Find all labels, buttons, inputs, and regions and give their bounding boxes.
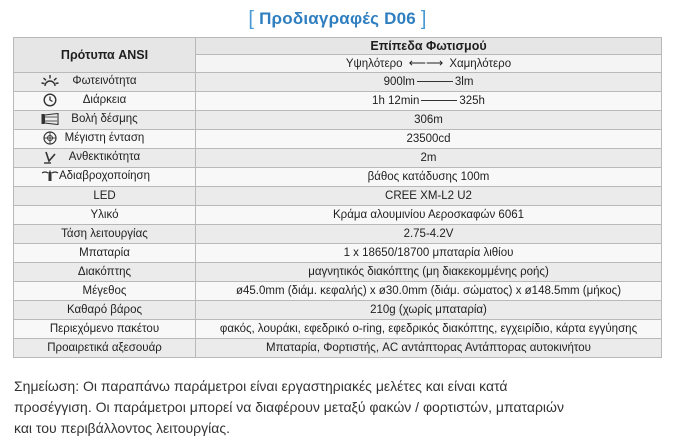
spec-table [13, 37, 662, 358]
spec-label-text: LED [93, 190, 116, 202]
spec-label-text: Μέγεθος [82, 285, 127, 297]
header-levels [196, 38, 662, 73]
spec-label [18, 304, 191, 316]
spec-label-text: Ανθεκτικότητα [68, 150, 141, 163]
spec-value-cell [196, 244, 662, 263]
table-row [14, 92, 662, 111]
title-bracket-close: ] [420, 8, 427, 30]
table-row [14, 263, 662, 282]
spec-label-cell [14, 263, 196, 282]
spec-value: μαγνητικός διακόπτης (μη διακεκομμένης ροής) [308, 266, 549, 278]
spec-value: 2m [420, 152, 437, 164]
table-row [14, 187, 662, 206]
spec-value: 23500cd [406, 133, 451, 145]
table-header-row [14, 38, 662, 73]
spec-value-cell [196, 73, 662, 92]
spec-label-cell [14, 282, 196, 301]
table-row [14, 282, 662, 301]
spec-label-cell [14, 320, 196, 339]
spec-label [18, 190, 191, 202]
table-row [14, 149, 662, 168]
spec-label-text: Φωτεινότητα [72, 74, 137, 87]
spec-label-cell [14, 149, 196, 168]
spec-label [18, 93, 191, 107]
spec-value-cell [196, 187, 662, 206]
spec-value: βάθος κατάδυσης 100m [367, 171, 490, 183]
table-row [14, 206, 662, 225]
spec-value-cell [196, 149, 662, 168]
double-arrow-icon: ⟵⟶ [408, 56, 444, 70]
spec-value-cell [196, 225, 662, 244]
spec-value-low: 325h [459, 95, 485, 107]
spec-label-cell [14, 92, 196, 111]
range-line [417, 81, 453, 82]
note-line-2: προσέγγιση. Οι παράμετροι μπορεί να διαφέρουν μεταξύ φακών / φορτιστών, μπαταριών [14, 399, 564, 415]
spec-label [18, 228, 191, 240]
table-row [14, 339, 662, 358]
spec-label-text: Διακόπτης [77, 266, 132, 278]
header-low: Χαμηλότερο [449, 58, 512, 70]
range-line [421, 100, 457, 101]
spec-value: φακός, λουράκι, εφεδρικό o-ring, εφεδρικός διακόπτης, εγχειρίδιο, κάρτα εγγύησης [219, 323, 638, 335]
spec-label-text: Βολή δέσμης [71, 112, 138, 125]
table-row [14, 168, 662, 187]
spec-label-text: Αδιαβροχοποίηση [58, 169, 151, 182]
header-levels-scale [196, 54, 661, 72]
spec-label-cell [14, 244, 196, 263]
spec-label-cell [14, 225, 196, 244]
spec-value-cell [196, 111, 662, 130]
spec-label-cell [14, 301, 196, 320]
spec-label [18, 74, 191, 88]
spec-label-cell [14, 339, 196, 358]
spec-value-cell [196, 301, 662, 320]
spec-value: 1 x 18650/18700 μπαταρία λιθίου [343, 247, 514, 259]
spec-label-text: Μπαταρία [79, 247, 130, 259]
header-ansi: Πρότυπα ANSI [14, 38, 196, 73]
table-row [14, 301, 662, 320]
spec-label-text: Προαιρετικά αξεσουάρ [47, 342, 162, 354]
spec-label [18, 323, 191, 335]
spec-label-text: Υλικό [90, 209, 119, 221]
spec-label-cell [14, 206, 196, 225]
spec-label [18, 247, 191, 259]
spec-value: CREE XM-L2 U2 [385, 190, 472, 202]
title-bracket-open: [ [248, 8, 255, 30]
table-row [14, 225, 662, 244]
spec-label-text: Διάρκεια [82, 93, 127, 106]
spec-label-text: Περιεχόμενο πακέτου [49, 323, 160, 335]
spec-label-cell [14, 168, 196, 187]
spec-value-cell [196, 282, 662, 301]
table-row [14, 244, 662, 263]
spec-label-text: Τάση λειτουργίας [61, 228, 148, 240]
header-high: Υψηλότερο [345, 58, 403, 70]
spec-value-cell [196, 92, 662, 111]
spec-value-cell [196, 130, 662, 149]
spec-label [18, 285, 191, 297]
note-line-1: Σημείωση: Οι παραπάνω παράμετροι είναι εργαστηριακές μελέτες και είναι κατά [14, 378, 508, 394]
spec-value-cell [196, 168, 662, 187]
header-levels-title: Επίπεδα Φωτισμού [370, 39, 487, 53]
spec-value: 2.75-4.2V [403, 228, 454, 240]
spec-value-cell [196, 206, 662, 225]
spec-value: 306m [414, 114, 443, 126]
spec-value-low: 3lm [454, 76, 474, 88]
spec-value-high: 900lm [383, 76, 415, 88]
spec-value: ø45.0mm (διάμ. κεφαλής) x ø30.0mm (διάμ. σώματος) x ø148.5mm (μήκος) [235, 285, 622, 297]
spec-value-cell [196, 320, 662, 339]
spec-label [18, 266, 191, 278]
spec-label-cell [14, 73, 196, 92]
spec-value-high: 1h 12min [372, 95, 420, 107]
spec-label [18, 150, 191, 164]
spec-label [18, 113, 191, 125]
table-row [14, 130, 662, 149]
title-text: Προδιαγραφές D06 [259, 9, 416, 28]
table-row [14, 111, 662, 130]
spec-label-cell [14, 130, 196, 149]
spec-label-cell [14, 111, 196, 130]
spec-label [18, 209, 191, 221]
spec-label-text: Καθαρό βάρος [66, 304, 143, 316]
spec-value-cell [196, 339, 662, 358]
page-title [0, 4, 675, 32]
table-row [14, 73, 662, 92]
spec-label [18, 170, 191, 182]
spec-label [18, 131, 191, 145]
spec-value: Μπαταρία, Φορτιστής, AC αντάπτορας Αντάπτορας αυτοκινήτου [266, 342, 591, 354]
spec-value: Κράμα αλουμινίου Αεροσκαφών 6061 [332, 209, 525, 221]
spec-value-cell [196, 263, 662, 282]
spec-label [18, 342, 191, 354]
note-line-3: και του περιβάλλοντος λειτουργίας. [14, 420, 230, 436]
spec-value: 210g (χωρίς μπαταρία) [370, 304, 487, 316]
table-row [14, 320, 662, 339]
spec-label-text: Μέγιστη ένταση [64, 131, 145, 144]
disclaimer-note [14, 376, 670, 439]
spec-label-cell [14, 187, 196, 206]
